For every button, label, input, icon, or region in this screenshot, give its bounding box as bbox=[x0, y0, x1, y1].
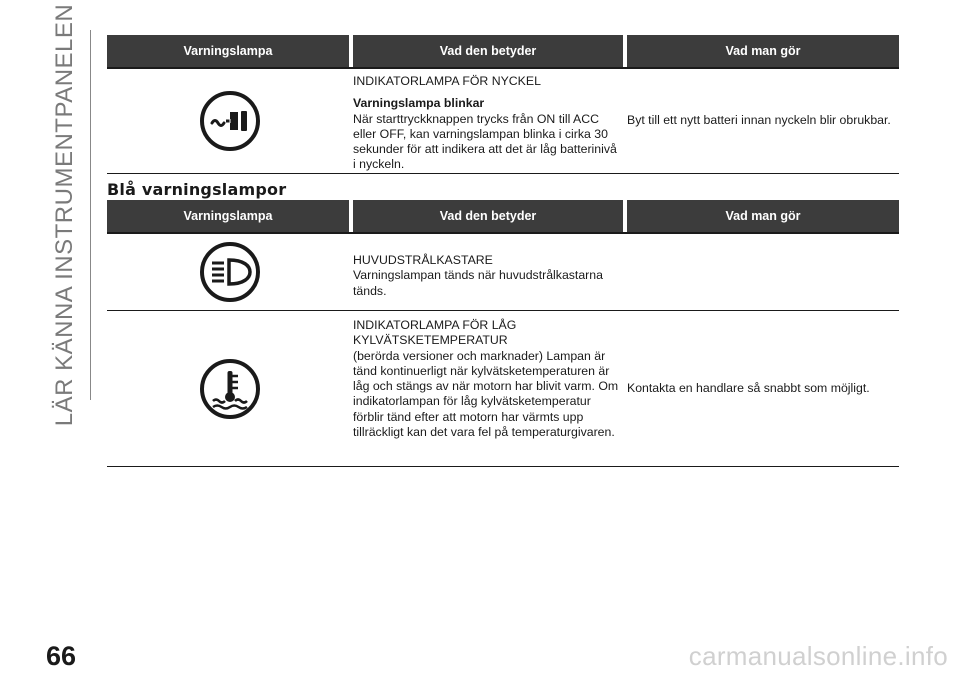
row-title: INDIKATORLAMPA FÖR LÅG KYLVÄTSKETEMPERATUR bbox=[353, 318, 517, 348]
section-title: Blå varningslampor bbox=[107, 180, 287, 199]
row-description: När starttryckknappen trycks från ON till ACC eller OFF, kan varningslampan blinka i cirka 30 sekunder för att indikera att det är låg batterinivå i nyckeln. bbox=[353, 111, 617, 172]
row-title: HUVUDSTRÅLKASTARE bbox=[353, 253, 493, 267]
header-warning-lamp: Varningslampa bbox=[107, 200, 349, 232]
header-meaning: Vad den betyder bbox=[353, 200, 623, 232]
warning-table-1 bbox=[107, 35, 899, 174]
row-subtitle: Varningslampa blinkar bbox=[353, 96, 485, 111]
side-chapter-title bbox=[40, 3, 91, 427]
high-beam-icon bbox=[198, 240, 262, 304]
table-row bbox=[107, 234, 899, 311]
side-chapter-title-text: LÄR KÄNNA INSTRUMENTPANELEN bbox=[51, 3, 78, 427]
table-header bbox=[107, 200, 899, 232]
coolant-temperature-icon bbox=[198, 357, 262, 421]
row-title: INDIKATORLAMPA FÖR NYCKEL bbox=[353, 74, 541, 88]
header-meaning: Vad den betyder bbox=[353, 35, 623, 67]
row-description: Varningslampan tänds när huvudstrålkastarna tänds. bbox=[353, 268, 603, 298]
watermark: carmanualsonline.info bbox=[688, 641, 948, 671]
header-warning-lamp: Varningslampa bbox=[107, 35, 349, 67]
warning-table-2 bbox=[107, 200, 899, 467]
row-action: Kontakta en handlare så snabbt som möjligt. bbox=[627, 380, 870, 395]
key-warning-icon bbox=[198, 89, 262, 153]
header-action: Vad man gör bbox=[627, 200, 899, 232]
row-description: (berörda versioner och marknader) Lampan är tänd kontinuerligt när kylvätsketemperaturen är låg och stängs av när motorn har blivit varm. Om indikatorlampan för låg kylvätsketemperatur förblir tänd efter att motorn har värmts upp tillräckligt kan det vara fel på temperaturgivaren. bbox=[353, 348, 619, 440]
table-row bbox=[107, 69, 899, 174]
header-action: Vad man gör bbox=[627, 35, 899, 67]
row-action: Byt till ett nytt batteri innan nyckeln blir obrukbar. bbox=[627, 113, 891, 128]
page-number: 66 bbox=[46, 641, 77, 671]
table-header bbox=[107, 35, 899, 67]
table-row bbox=[107, 311, 899, 467]
